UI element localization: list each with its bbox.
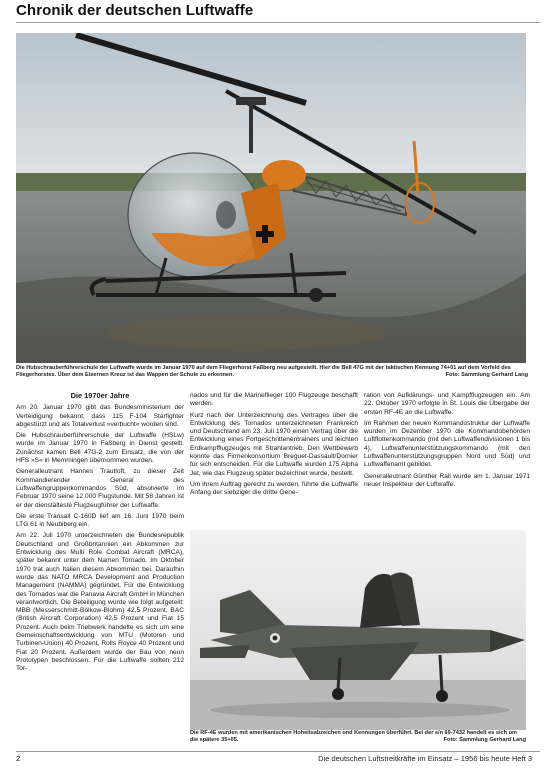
caption-text: Die RF-4E wurden mit amerikanischen Hoheitsabzeichen und Kennungen überführt. Bei der s/n 69-7432 handelt es sich um die spätere 35+05. <box>190 730 517 744</box>
page-number: 2 <box>16 754 21 763</box>
paragraph: Um ihrem Auftrag gerecht zu werden, führte die Luftwaffe Anfang der siebziger die dritte Gene- <box>190 480 358 497</box>
article-column-3 <box>364 392 530 492</box>
paragraph: Die erste Transall C-160D lief am 16. Juni 1970 beim LTG 61 in Neubiberg ein. <box>16 512 184 529</box>
photo-credit: Foto: Sammlung Gerhard Lang <box>443 737 526 744</box>
paragraph: Generalleutnant Hannes Trautloft, zu dieser Zeit Kommandierender General des Luftwaffengruppenkommandos Süd, absolvierte im Februar 1970 seine 12.000 Flugstunde. Mit 58 Jahren ist er der dienstälteste Flugzeugführer der Luftwaffe. <box>16 468 184 509</box>
page-title: Chronik der deutschen Luftwaffe <box>16 2 254 19</box>
footer-text: Die deutschen Luftstreitkräfte im Einsatz – 1956 bis heute Heft 3 <box>318 754 532 763</box>
photo-credit: Foto: Sammlung Gerhard Lang <box>445 372 528 379</box>
caption-text: Die Hubschrauberführerschule der Luftwaffe wurde im Januar 1970 auf dem Fliegerhorst Faßberg neu aufgestellt. Hier die Bell 47G mit der taktischen Kennung 74+01 auf dem Vorfeld des Fliegerhorstes. Über dem Eisernen Kreuz ist das Wappen der Schule zu erkennen. <box>16 365 511 379</box>
article-column-2 <box>190 392 358 501</box>
footer-divider <box>16 751 540 752</box>
title-divider <box>16 22 540 23</box>
paragraph: Im Rahmen der neuen Kommandostruktur der Luftwaffe wurden im Dezember 1970 die Kommandobehörden Luftflottenkommando (mit den Luftwaffendivisionen 1 bis 4), Luftwaffenunterstützungskommando (mit den Luftwaffenunterstützungsgruppen Nord und Süd) und Luftwaffenamt gebildet. <box>364 419 530 469</box>
paragraph: Am 20. Januar 1970 gibt das Bundesministerium der Verteidigung bekannt, dass 115 F-104 Starfighter abgestürzt und als Totalverlust »verbucht« worden sind. <box>16 404 184 428</box>
paragraph: ration von Aufklärungs- und Kampfflugzeugen ein. Am 22. Oktober 1970 erfolgte in St. Louis die Übergabe der ersten RF-4E an die Luftwaffe. <box>364 392 530 416</box>
paragraph: Kurz nach der Unterzeichnung des Vertrages über die Entwicklung des Tornados unterzeichneten Frankreich und Deutschland am 23. Juli 1970 einen Vertrag über die Entwicklung eines Fortgeschrittenentrainers und leichten Erdkampfflugzeuges mit Strahlantrieb. Den Wettbewerb konnte das Firmenkonsortium Breguet-Dassault/Dornier für sich entscheiden. Für die Luftwaffe wurden 175 Alpha Jet, wie das Flugzeug später bezeichnet wurde, bestellt. <box>190 411 358 477</box>
photo-helicopter-caption <box>16 365 528 379</box>
section-heading: Die 1970er Jahre <box>70 391 130 400</box>
photo-helicopter <box>16 33 526 363</box>
article-column-1 <box>16 392 184 677</box>
paragraph: nados und für die Marineflieger 100 Flugzeuge beschafft werden. <box>190 392 358 408</box>
photo-phantom-jet <box>190 530 526 730</box>
paragraph: Am 22. Juli 1970 unterzeichneten die Bundesrepublik Deutschland und Großbritannien ein Abkommen zur Entwicklung des Multi Role Combat Aircraft (MRCA), später bekannt unter dem Namen Tornado. Im Oktober 1970 trat auch Italien diesem Abkommen bei. Daraufhin wurde das NATO MRCA Development and Production Management (NAMMA) gegründet. Für die Entwicklung des Tornados war die Panavia Aircraft GmbH in München verantwortlich. Die Beteiligung wurde wie folgt aufgeteilt: MBB (Messerschmitt-Bölkow-Blohm) 42,5 Prozent, BAC (British Aircraft Corporation) 42,5 Prozent und Fiat 15 Prozent. Auch beim Triebwerk handelte es sich um eine Gemeinschaftsentwicklung von MTU (Motoren und Turbinen-Union) 40 Prozent, Rolls Royce 40 Prozent und Fiat 20 Prozent. Außerdem wurde der Bau von neun Prototypen beschlossen. Für die Luftwaffe sollten 212 Tor- <box>16 532 184 673</box>
paragraph: Die Hubschrauberführerschule der Luftwaffe (HSLw) wurde im Januar 1970 in Faßberg in Dienst gestellt. Zunächst kamen Bell 47G-2 zum Einsatz, die von der HFS »S« in Memmingen übernommen wurden. <box>16 432 184 465</box>
paragraph: Generalleutnant Günther Rall wurde am 1. Januar 1971 neuer Inspekteur der Luftwaffe. <box>364 472 530 488</box>
photo-phantom-caption <box>190 730 526 744</box>
